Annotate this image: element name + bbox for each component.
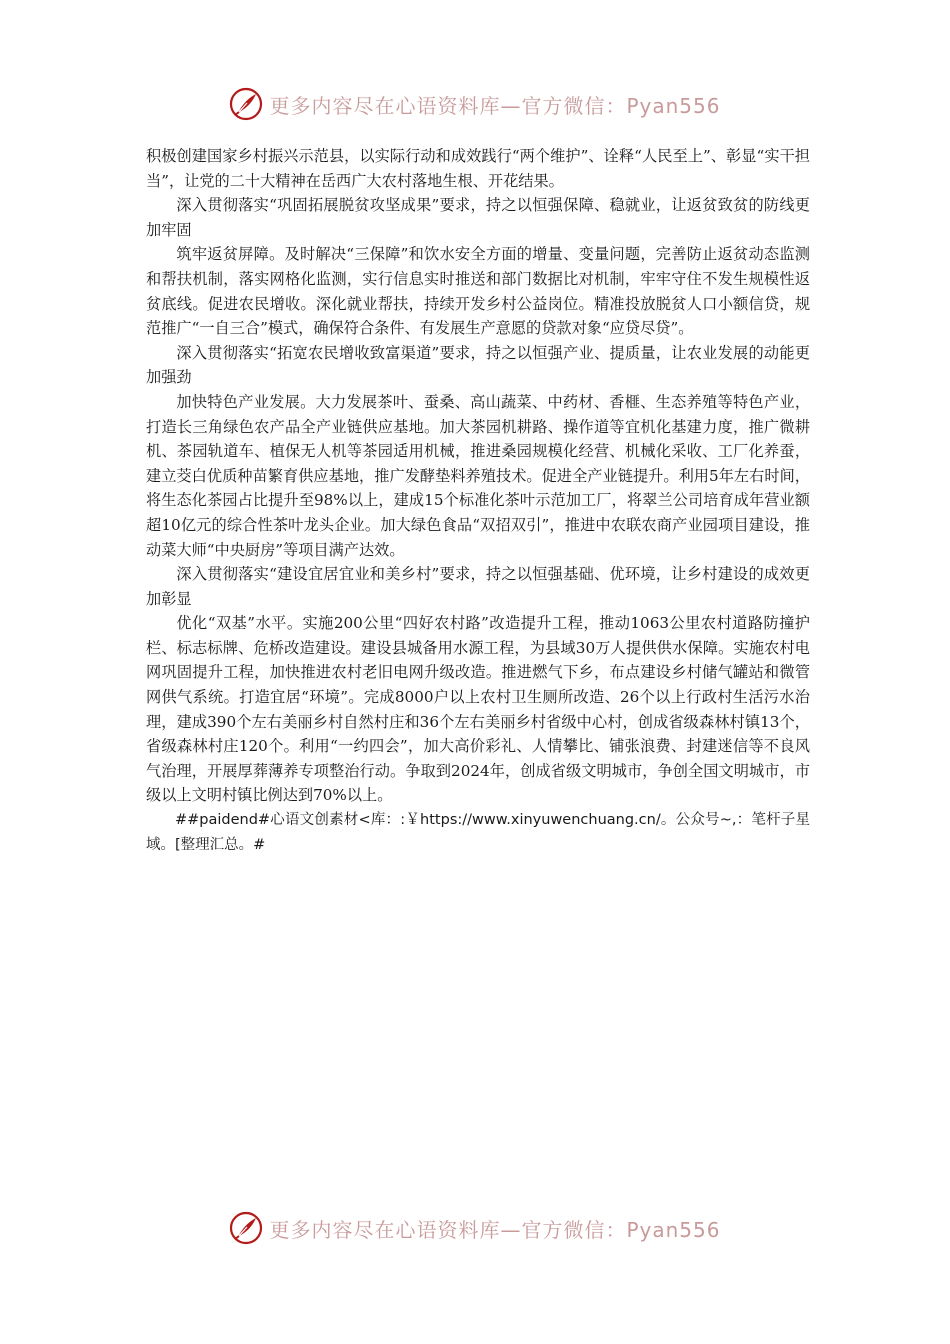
banner-text: 更多内容尽在心语资料库—官方微信：Pyan556 xyxy=(269,93,721,118)
document-body xyxy=(146,144,810,857)
banner-text: 更多内容尽在心语资料库—官方微信：Pyan556 xyxy=(269,1217,721,1242)
section-heading: 深入贯彻落实“巩固拓展脱贫攻坚成果”要求，持之以恒强保障、稳就业，让返贫致贫的防线更加牢固 xyxy=(146,196,810,239)
section-heading: 深入贯彻落实“拓宽农民增收致富渠道”要求，持之以恒强产业、提质量，让农业发展的动能更加强劲 xyxy=(146,343,810,387)
paragraph: 加快特色产业发展。大力发展茶叶、蚕桑、高山蔬菜、中药材、香榧、生态养殖等特色产业，打造长三角绿色农产品全产业链供应基地。加大茶园机耕路、操作道等宜机化基建力度，推广微耕机、茶园轨道车、植保无人机等茶园适用机械，推进桑园规模化经营、机械化采收、工厂化养蚕，建立茭白优质种苗繁育供应基地，推广发酵垫料养殖技术。促进全产业链提升。利用5年左右时间，将生态化茶园占比提升至98%以上，建成15个标准化茶叶示范加工厂，将翠兰公司培育成年营业额超10亿元的综合性茶叶龙头企业。加大绿色食品“双招双引”，推进中农联农商产业园项目建设，推动菜大师“中央厨房”等项目满产达效。 xyxy=(146,392,810,559)
quill-pen-icon xyxy=(229,87,263,121)
quill-pen-icon xyxy=(229,1211,263,1245)
source-note: ##paidend#心语文创素材<库：:￥https://www.xinyuwenchuang.cn/。公众号~,：笔杆子星域。[整理汇总。# xyxy=(146,812,810,853)
header-banner xyxy=(0,84,950,124)
footer-banner xyxy=(0,1208,950,1248)
paragraph: 积极创建国家乡村振兴示范县，以实际行动和成效践行“两个维护”、诠释“人民至上”、彰显“实干担当”，让党的二十大精神在岳西广大农村落地生根、开花结果。 xyxy=(146,147,810,190)
section-heading: 深入贯彻落实“建设宜居宜业和美乡村”要求，持之以恒强基础、优环境，让乡村建设的成效更加彰显 xyxy=(146,565,810,608)
paragraph: 优化“双基”水平。实施200公里“四好农村路”改造提升工程，推动1063公里农村道路防撞护栏、标志标牌、危桥改造建设。建设县城备用水源工程，为县域30万人提供供水保障。实施农村电网巩固提升工程，加快推进农村老旧电网升级改造。推进燃气下乡，布点建设乡村储气罐站和微管网供气系统。打造宜居“环境”。完成8000户以上农村卫生厕所改造、26个以上行政村生活污水治理，建成390个左右美丽乡村自然村庄和36个左右美丽乡村省级中心村，创成省级森林村镇13个，省级森林村庄120个。利用“一约四会”，加大高价彩礼、人情攀比、铺张浪费、封建迷信等不良风气治理，开展厚葬薄养专项整治行动。争取到2024年，创成省级文明城市，争创全国文明城市，市级以上文明村镇比例达到70%以上。 xyxy=(146,614,810,805)
paragraph: 筑牢返贫屏障。及时解决“三保障”和饮水安全方面的增量、变量问题，完善防止返贫动态监测和帮扶机制，落实网格化监测，实行信息实时推送和部门数据比对机制，牢牢守住不发生规模性返贫底线。促进农民增收。深化就业帮扶，持续开发乡村公益岗位。精准投放脱贫人口小额信贷，规范推广“一自三合”模式，确保符合条件、有发展生产意愿的贷款对象“应贷尽贷”。 xyxy=(146,245,810,338)
